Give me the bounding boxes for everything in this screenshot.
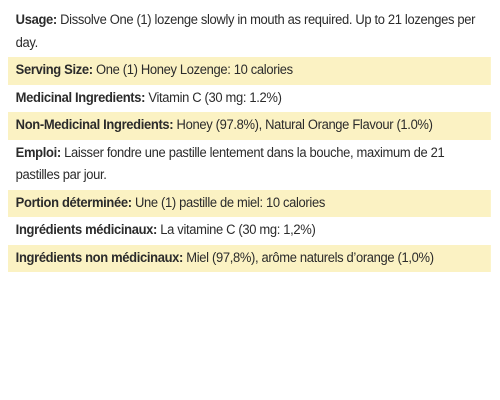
ingredients-medicinaux-value: La vitamine C (30 mg: 1,2%) bbox=[157, 222, 316, 237]
medicinal-ingredients-label: Medicinal Ingredients: bbox=[15, 89, 146, 105]
serving-size-row bbox=[8, 57, 491, 85]
usage-value: Dissolve One (1) lozenge slowly in mouth as required. Up to 21 lozenges per day. bbox=[15, 12, 476, 50]
non-medicinal-ingredients-row bbox=[8, 112, 491, 140]
portion-determinee-row bbox=[8, 190, 491, 218]
usage-row bbox=[8, 7, 491, 57]
non-medicinal-ingredients-value: Honey (97.8%), Natural Orange Flavour (1.0%) bbox=[173, 117, 433, 132]
emploi-row bbox=[8, 140, 491, 190]
usage-label: Usage: bbox=[15, 12, 57, 27]
emploi-label: Emploi: bbox=[15, 144, 61, 160]
ingredients-medicinaux-row bbox=[8, 217, 491, 245]
portion-determinee-label: Portion déterminée: bbox=[15, 194, 132, 210]
medicinal-ingredients-row bbox=[8, 85, 491, 113]
non-medicinal-ingredients-label: Non-Medicinal Ingredients: bbox=[15, 117, 174, 132]
portion-determinee-value: Une (1) pastille de miel: 10 calories bbox=[131, 194, 325, 210]
ingredients-non-medicinaux-label: Ingrédients non médicinaux: bbox=[15, 249, 184, 265]
ingredients-non-medicinaux-row bbox=[8, 245, 491, 273]
medicinal-ingredients-value: Vitamin C (30 mg: 1.2%) bbox=[145, 89, 282, 105]
label-info-panel bbox=[8, 7, 492, 272]
serving-size-value: One (1) Honey Lozenge: 10 calories bbox=[92, 62, 293, 77]
ingredients-medicinaux-label: Ingrédients médicinaux: bbox=[15, 222, 158, 237]
ingredients-non-medicinaux-value: Miel (97,8%), arôme naturels d’orange (1,0%) bbox=[183, 249, 434, 265]
serving-size-label: Serving Size: bbox=[15, 62, 93, 77]
emploi-value: Laisser fondre une pastille lentement dans la bouche, maximum de 21 pastilles par jour. bbox=[15, 144, 445, 182]
